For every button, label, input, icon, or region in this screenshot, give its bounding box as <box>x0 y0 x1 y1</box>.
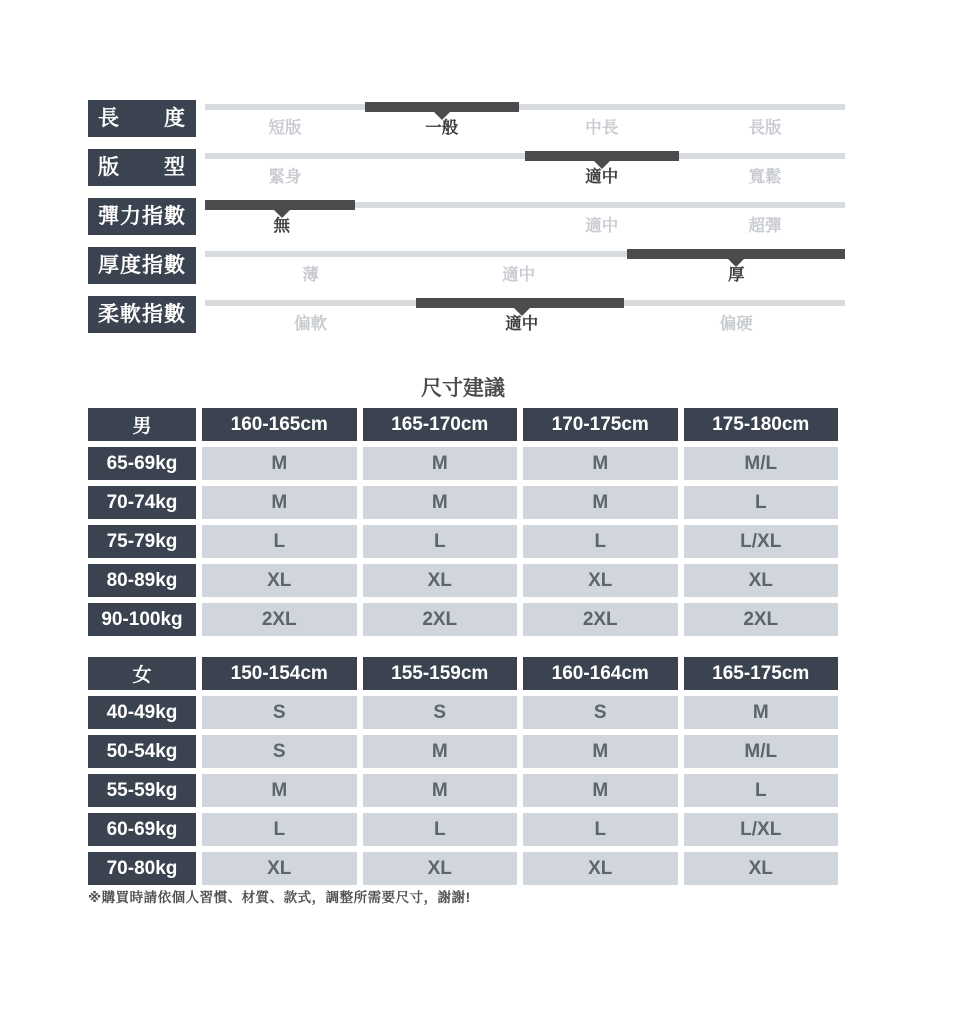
weight-label: 80-89kg <box>88 564 196 597</box>
size-value: 2XL <box>523 603 678 636</box>
height-header: 150-154cm <box>202 657 357 690</box>
attribute-name: 長度 <box>88 100 196 137</box>
size-value: M <box>202 486 357 519</box>
slider-selected-segment <box>627 249 845 259</box>
size-table-women <box>88 657 838 885</box>
attribute-track <box>205 296 845 333</box>
size-value: 2XL <box>202 603 357 636</box>
size-table-men <box>88 408 838 636</box>
size-value: L <box>684 486 839 519</box>
size-value: M <box>363 447 518 480</box>
attribute-track <box>205 149 845 186</box>
size-suggestion-title: 尺寸建議 <box>421 377 505 400</box>
size-value: XL <box>363 564 518 597</box>
slider-selected-segment <box>525 151 679 161</box>
purchase-note: ※購買時請依個人習慣、材質、款式，調整所需要尺寸，謝謝! <box>88 890 471 905</box>
weight-label: 70-74kg <box>88 486 196 519</box>
size-value: M/L <box>684 735 839 768</box>
attribute-track <box>205 247 845 284</box>
size-value: S <box>523 696 678 729</box>
attribute-option: 偏硬 <box>719 315 753 333</box>
attribute-option-selected: 適中 <box>505 315 539 333</box>
size-value: L/XL <box>684 813 839 846</box>
attribute-option: 短版 <box>268 119 302 137</box>
size-value: M <box>202 774 357 807</box>
attribute-name: 厚度指數 <box>88 247 196 284</box>
size-value: S <box>202 696 357 729</box>
attribute-track <box>205 198 845 235</box>
attribute-option: 適中 <box>585 217 619 235</box>
height-header: 170-175cm <box>523 408 678 441</box>
height-header: 175-180cm <box>684 408 839 441</box>
weight-label: 65-69kg <box>88 447 196 480</box>
size-value: XL <box>363 852 518 885</box>
attribute-option: 緊身 <box>268 168 302 186</box>
size-value: M/L <box>684 447 839 480</box>
size-value: XL <box>684 564 839 597</box>
attribute-option: 長版 <box>748 119 782 137</box>
size-value: M <box>523 735 678 768</box>
attribute-name: 柔軟指數 <box>88 296 196 333</box>
size-value: XL <box>202 564 357 597</box>
weight-label: 60-69kg <box>88 813 196 846</box>
attribute-option-selected: 無 <box>273 217 291 235</box>
size-value: L <box>363 525 518 558</box>
attribute-option-selected: 厚 <box>727 266 745 284</box>
attribute-row-2 <box>0 198 960 235</box>
attribute-option: 適中 <box>502 266 536 284</box>
size-value: 2XL <box>363 603 518 636</box>
attribute-option: 超彈 <box>748 217 782 235</box>
weight-label: 55-59kg <box>88 774 196 807</box>
size-value: L <box>363 813 518 846</box>
attribute-option-selected: 適中 <box>585 168 619 186</box>
attribute-sliders <box>0 100 960 345</box>
size-value: M <box>363 486 518 519</box>
height-header: 165-170cm <box>363 408 518 441</box>
attribute-option: 中長 <box>585 119 619 137</box>
attribute-name: 彈力指數 <box>88 198 196 235</box>
weight-label: 70-80kg <box>88 852 196 885</box>
weight-label: 50-54kg <box>88 735 196 768</box>
attribute-option-selected: 一般 <box>425 119 459 137</box>
slider-selected-segment <box>416 298 624 308</box>
size-value: L/XL <box>684 525 839 558</box>
slider-track-base <box>205 104 845 110</box>
size-value: L <box>523 525 678 558</box>
weight-label: 40-49kg <box>88 696 196 729</box>
size-value: M <box>523 774 678 807</box>
attribute-row-3 <box>0 247 960 284</box>
attribute-row-4 <box>0 296 960 333</box>
weight-label: 90-100kg <box>88 603 196 636</box>
size-value: L <box>684 774 839 807</box>
height-header: 165-175cm <box>684 657 839 690</box>
size-value: M <box>363 735 518 768</box>
attribute-track <box>205 100 845 137</box>
attribute-option: 偏軟 <box>294 315 328 333</box>
size-value: XL <box>523 564 678 597</box>
attribute-option: 寬鬆 <box>748 168 782 186</box>
slider-selected-segment <box>365 102 519 112</box>
gender-header: 男 <box>88 408 196 441</box>
slider-selected-segment <box>205 200 355 210</box>
size-value: M <box>684 696 839 729</box>
attribute-row-0 <box>0 100 960 137</box>
size-value: L <box>523 813 678 846</box>
height-header: 155-159cm <box>363 657 518 690</box>
size-value: M <box>523 447 678 480</box>
size-value: M <box>523 486 678 519</box>
size-value: XL <box>684 852 839 885</box>
size-value: S <box>363 696 518 729</box>
size-value: S <box>202 735 357 768</box>
size-value: XL <box>523 852 678 885</box>
height-header: 160-164cm <box>523 657 678 690</box>
height-header: 160-165cm <box>202 408 357 441</box>
gender-header: 女 <box>88 657 196 690</box>
weight-label: 75-79kg <box>88 525 196 558</box>
attribute-name: 版型 <box>88 149 196 186</box>
size-value: M <box>363 774 518 807</box>
attribute-row-1 <box>0 149 960 186</box>
size-value: L <box>202 813 357 846</box>
size-value: XL <box>202 852 357 885</box>
attribute-option: 薄 <box>302 266 319 284</box>
size-value: L <box>202 525 357 558</box>
size-value: M <box>202 447 357 480</box>
size-value: 2XL <box>684 603 839 636</box>
